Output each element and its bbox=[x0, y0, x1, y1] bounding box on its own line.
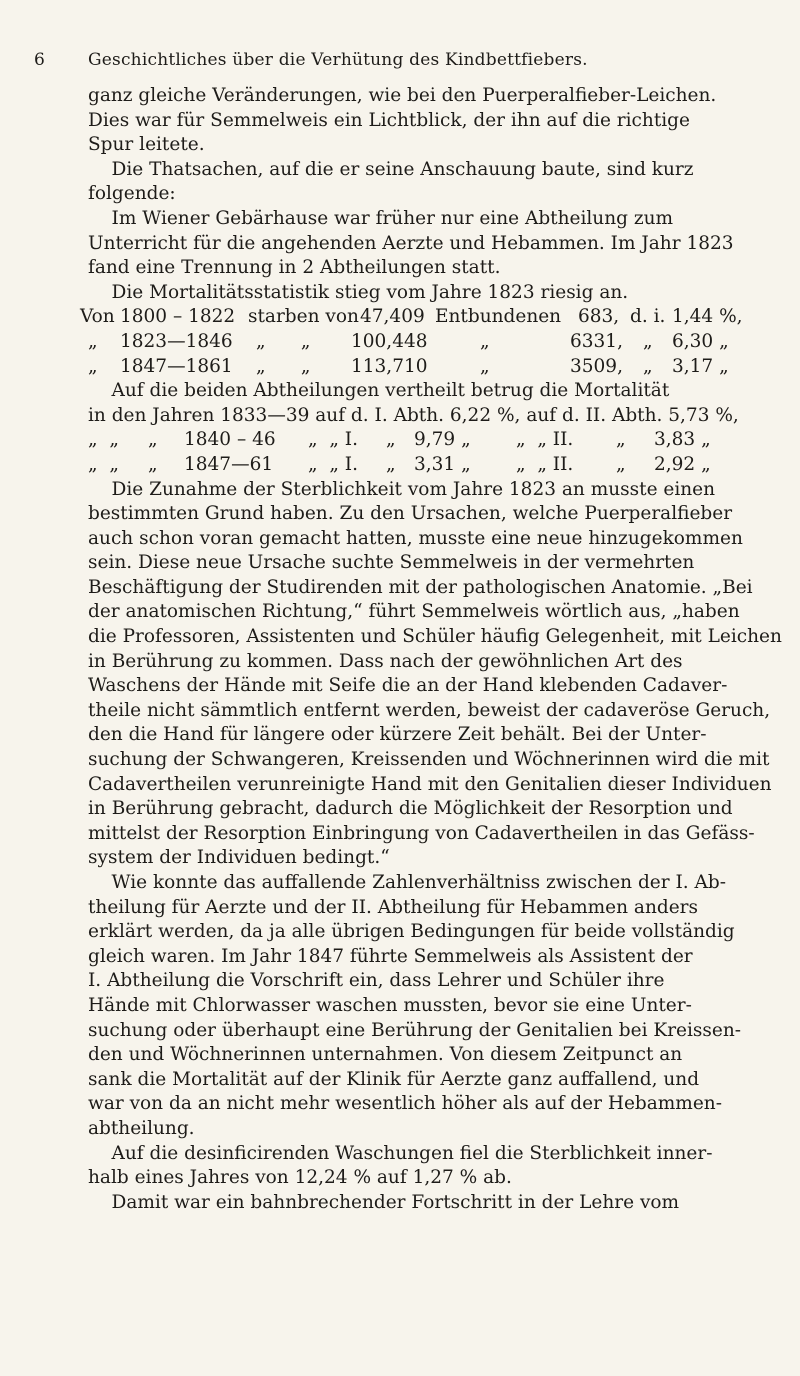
cell: „ bbox=[386, 429, 396, 451]
cell: „ bbox=[88, 330, 98, 352]
text-line: der anatomischen Richtung,“ führt Semmelweis wörtlich aus, „haben bbox=[88, 601, 740, 623]
cell: „ „ bbox=[88, 453, 119, 475]
text-line: die Professoren, Assistenten und Schüler häufig Gelegenheit, mit Leichen bbox=[88, 626, 782, 648]
division-row bbox=[88, 428, 720, 453]
text-line: Beschäftigung der Studirenden mit der pathologischen Anatomie. „Bei bbox=[88, 576, 753, 598]
cell: 9,79 „ bbox=[414, 429, 471, 451]
cell: „ bbox=[480, 355, 490, 377]
text-line: Spur leitete. bbox=[88, 134, 205, 156]
cell: „ „ bbox=[88, 429, 119, 451]
text-line: halb eines Jahres von 12,24 % auf 1,27 % ab. bbox=[88, 1167, 512, 1189]
cell: „ „ I. bbox=[308, 453, 358, 475]
cell: „ „ bbox=[256, 355, 311, 377]
division-table bbox=[88, 428, 720, 477]
text-line: war von da an nicht mehr wesentlich höher als auf der Hebammen- bbox=[88, 1093, 722, 1115]
text-line: abtheilung. bbox=[88, 1117, 195, 1139]
cell: 1823—1846 bbox=[120, 330, 233, 352]
cell: 683, bbox=[578, 306, 620, 328]
cell: starben von bbox=[248, 306, 359, 328]
text-line: gleich waren. Im Jahr 1847 führte Semmelweis als Assistent der bbox=[88, 945, 693, 967]
running-title: Geschichtliches über die Verhütung des Kindbettfiebers. bbox=[88, 50, 588, 70]
cell: „ „ II. bbox=[516, 453, 574, 475]
text-line: system der Individuen bedingt.“ bbox=[88, 847, 390, 869]
text-line: in Berührung zu kommen. Dass nach der gewöhnlichen Art des bbox=[88, 650, 683, 672]
cell: „ bbox=[616, 429, 626, 451]
text-line: suchung der Schwangeren, Kreissenden und Wöchnerinnen wird die mit bbox=[88, 749, 770, 771]
text-line: sank die Mortalität auf der Klinik für Aerzte ganz auffallend, und bbox=[88, 1068, 700, 1090]
text-line: theilung für Aerzte und der II. Abtheilung für Hebammen anders bbox=[88, 896, 699, 918]
cell: 2,92 „ bbox=[654, 453, 711, 475]
text-line: in Berührung gebracht, dadurch die Möglichkeit der Resorption und bbox=[88, 798, 733, 820]
text-line: ganz gleiche Veränderungen, wie bei den Puerperalfieber-Leichen. bbox=[88, 85, 717, 106]
text-line: Wie konnte das auffallende Zahlenverhältniss zwischen der I. Ab- bbox=[88, 872, 726, 893]
text-line: erklärt werden, da ja alle übrigen Bedingungen für beide vollständig bbox=[88, 921, 735, 943]
cell: Entbundenen bbox=[435, 306, 562, 328]
cell: „ bbox=[148, 453, 158, 475]
text-line: Die Thatsachen, auf die er seine Anschauung baute, sind kurz bbox=[88, 158, 694, 180]
cell: 1847—61 bbox=[184, 453, 274, 475]
text-line: I. Abtheilung die Vorschrift ein, dass Lehrer und Schüler ihre bbox=[88, 970, 665, 992]
text-line: Auf die beiden Abtheilungen vertheilt betrug die Mortalität bbox=[88, 380, 670, 402]
cell: 1,44 %, bbox=[672, 306, 743, 328]
text-line: Die Mortalitätsstatistik stieg vom Jahre 1823 riesig an. bbox=[88, 281, 629, 303]
cell: „ bbox=[616, 453, 626, 475]
text-line: Dies war für Semmelweis ein Lichtblick, der ihn auf die richtige bbox=[88, 109, 690, 131]
text-line: Hände mit Chlorwasser waschen mussten, bevor sie eine Unter- bbox=[88, 994, 692, 1016]
mortality-row bbox=[80, 305, 743, 330]
body-text bbox=[80, 84, 782, 1215]
cell: „ bbox=[643, 330, 653, 352]
cell: „ „ II. bbox=[516, 429, 574, 451]
cell: 1800 – 1822 bbox=[120, 306, 236, 328]
cell: „ bbox=[386, 453, 396, 475]
running-head bbox=[34, 50, 766, 74]
cell: „ „ bbox=[256, 330, 311, 352]
text-line: folgende: bbox=[88, 183, 176, 205]
text-line: Auf die desinficirenden Waschungen fiel die Sterblichkeit inner- bbox=[88, 1142, 713, 1164]
text-line: Cadavertheilen verunreinigte Hand mit den Genitalien dieser Individuen bbox=[88, 773, 772, 795]
text-line: in den Jahren 1833—39 auf d. I. Abth. 6,22 %, auf d. II. Abth. 5,73 %, bbox=[88, 404, 739, 426]
cell: „ bbox=[148, 429, 158, 451]
cell: 6,30 „ bbox=[672, 330, 729, 352]
cell: Von bbox=[80, 306, 115, 328]
text-line: Waschens der Hände mit Seife die an der Hand klebenden Cadaver- bbox=[88, 675, 728, 697]
cell: 100,448 bbox=[351, 330, 428, 352]
text-line: Unterricht für die angehenden Aerzte und Hebammen. Im Jahr 1823 bbox=[88, 232, 734, 254]
mortality-table bbox=[80, 305, 743, 379]
text-line: fand eine Trennung in 2 Abtheilungen statt. bbox=[88, 257, 501, 279]
text-line: suchung oder überhaupt eine Berührung der Genitalien bei Kreissen- bbox=[88, 1019, 742, 1041]
text-line: Die Zunahme der Sterblichkeit vom Jahre 1823 an musste einen bbox=[88, 478, 716, 500]
cell: 1847—1861 bbox=[120, 355, 233, 377]
mortality-row bbox=[88, 355, 729, 380]
cell: „ bbox=[480, 330, 490, 352]
text-line: auch schon voran gemacht hatten, musste eine neue hinzugekommen bbox=[88, 527, 743, 549]
text-line: sein. Diese neue Ursache suchte Semmelweis in der vermehrten bbox=[88, 552, 695, 574]
cell: „ bbox=[88, 355, 98, 377]
cell: 113,710 bbox=[351, 355, 428, 377]
text-line: Damit war ein bahnbrechender Fortschritt in der Lehre vom bbox=[88, 1191, 680, 1213]
cell: 3509, bbox=[570, 355, 623, 377]
text-line: bestimmten Grund haben. Zu den Ursachen, welche Puerperalfieber bbox=[88, 503, 733, 525]
page-number: 6 bbox=[34, 50, 46, 70]
cell: 3,31 „ bbox=[414, 453, 471, 475]
cell: 47,409 bbox=[360, 306, 425, 328]
cell: 3,17 „ bbox=[672, 355, 729, 377]
text-line: theile nicht sämmtlich entfernt werden, beweist der cadaveröse Geruch, bbox=[88, 699, 771, 721]
division-row bbox=[88, 453, 720, 478]
text-line: den die Hand für längere oder kürzere Zeit behält. Bei der Unter- bbox=[88, 724, 707, 746]
cell: d. i. bbox=[630, 306, 666, 328]
cell: 1840 – 46 bbox=[184, 429, 276, 451]
text-line: Im Wiener Gebärhause war früher nur eine Abtheilung zum bbox=[88, 207, 674, 229]
text-line: den und Wöchnerinnen unternahmen. Von diesem Zeitpunct an bbox=[88, 1044, 683, 1066]
cell: „ „ I. bbox=[308, 429, 358, 451]
cell: „ bbox=[643, 355, 653, 377]
cell: 3,83 „ bbox=[654, 429, 711, 451]
mortality-row bbox=[88, 330, 729, 355]
cell: 6331, bbox=[570, 330, 623, 352]
text-line: mittelst der Resorption Einbringung von Cadavertheilen in das Gefäss- bbox=[88, 822, 755, 844]
